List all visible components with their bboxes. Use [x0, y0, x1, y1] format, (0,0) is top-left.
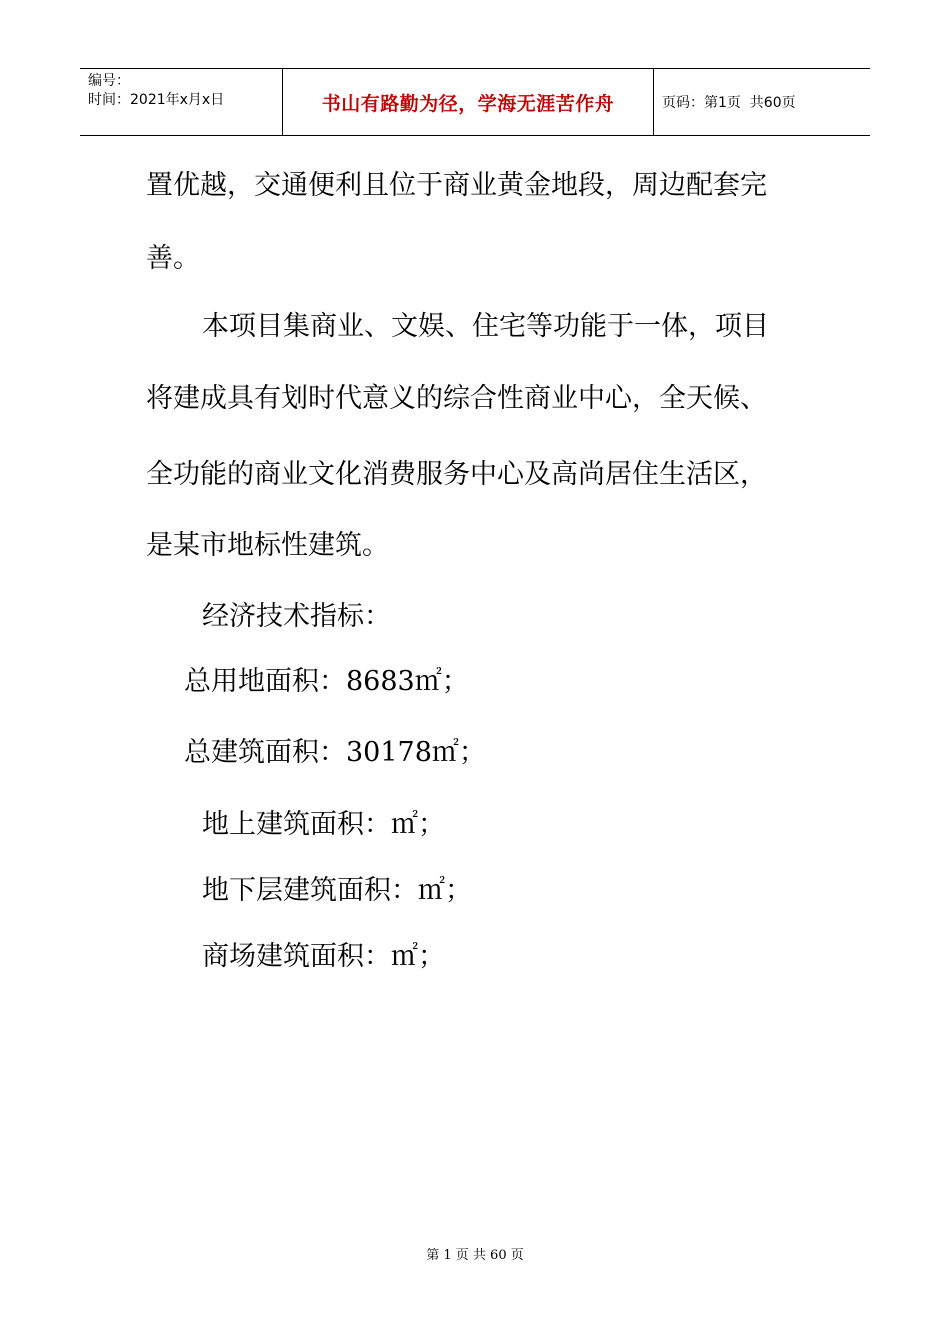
body-line: 总建筑面积：30178㎡；: [184, 737, 486, 768]
body-line: 总用地面积：8683㎡；: [184, 666, 469, 697]
body-line: 全功能的商业文化消费服务中心及高尚居住生活区，: [146, 459, 767, 490]
header-motto: 书山有路勤为径，学海无涯苦作舟: [282, 69, 654, 135]
header-page-info-text: 页码：第1页 共60页: [662, 95, 796, 111]
body-line: 将建成具有划时代意义的综合性商业中心，全天候、: [146, 383, 767, 414]
doc-time-label: 时间：2021年x月x日: [88, 92, 225, 108]
body-line: 是某市地标性建筑。: [146, 530, 389, 561]
header-page-info: [654, 69, 870, 135]
body-line: 地下层建筑面积：㎡；: [202, 875, 472, 906]
body-line: 地上建筑面积：㎡；: [202, 809, 445, 840]
body-line: 商场建筑面积：㎡；: [202, 941, 445, 972]
header-meta: [80, 69, 282, 135]
page-footer: 第 1 页 共 60 页: [426, 1248, 524, 1263]
body-line: 本项目集商业、文娱、住宅等功能于一体，项目: [202, 311, 769, 342]
page-header: [80, 68, 870, 136]
body-line: 经济技术指标：: [202, 601, 391, 632]
doc-number-label: 编号：: [88, 73, 130, 89]
body-line: 置优越，交通便利且位于商业黄金地段，周边配套完: [146, 170, 767, 201]
body-line: 善。: [146, 243, 200, 274]
